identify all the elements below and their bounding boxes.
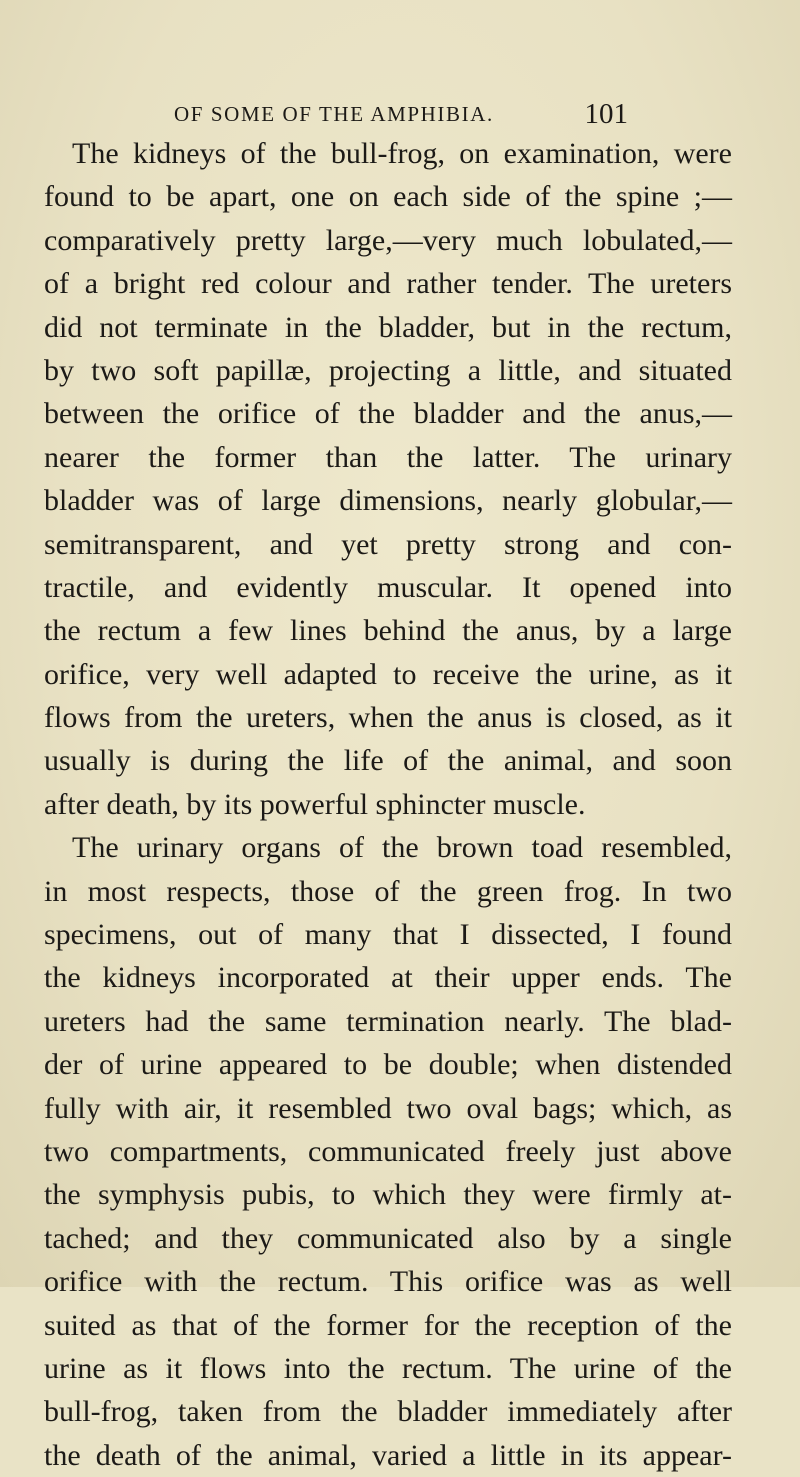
body-text <box>44 132 732 1477</box>
text-line: two compartments, communicated freely just above <box>44 1134 732 1168</box>
text-line: the kidneys incorporated at their upper ends. The <box>44 961 732 995</box>
text-line: the death of the animal, varied a little in its appear- <box>44 1438 732 1472</box>
running-title: OF SOME OF THE AMPHIBIA. <box>174 102 494 126</box>
text-line: found to be apart, one on each side of the spine ;— <box>44 180 732 214</box>
text-line: The urinary organs of the brown toad resembled, <box>72 831 732 865</box>
text-line: orifice with the rectum. This orifice was as well <box>44 1265 732 1299</box>
running-head <box>170 100 630 134</box>
text-line: flows from the ureters, when the anus is closed, as it <box>44 701 732 735</box>
text-line: fully with air, it resembled two oval bags; which, as <box>44 1091 732 1125</box>
text-line: semitransparent, and yet pretty strong and con- <box>44 527 732 561</box>
text-line: bull-frog, taken from the bladder immediately after <box>44 1395 732 1429</box>
text-line: tached; and they communicated also by a single <box>44 1221 732 1255</box>
text-line: suited as that of the former for the reception of the <box>44 1308 732 1342</box>
text-line: after death, by its powerful sphincter muscle. <box>44 787 586 821</box>
text-line: comparatively pretty large,—very much lobulated,— <box>44 223 732 257</box>
text-line: nearer the former than the latter. The urinary <box>44 440 732 474</box>
text-line: the rectum a few lines behind the anus, by a large <box>44 614 732 648</box>
text-line: der of urine appeared to be double; when distended <box>44 1048 732 1082</box>
text-line: urine as it flows into the rectum. The urine of the <box>44 1351 732 1385</box>
text-line: specimens, out of many that I dissected, I found <box>44 918 732 952</box>
text-line: the symphysis pubis, to which they were firmly at- <box>44 1178 732 1212</box>
text-line: between the orifice of the bladder and the anus,— <box>44 397 732 431</box>
text-line: bladder was of large dimensions, nearly globular,— <box>44 484 732 518</box>
text-line: tractile, and evidently muscular. It opened into <box>44 570 732 604</box>
text-line: usually is during the life of the animal, and soon <box>44 744 732 778</box>
text-line: in most respects, those of the green frog. In two <box>44 874 732 908</box>
text-line: orifice, very well adapted to receive the urine, as it <box>44 657 732 691</box>
text-line: of a bright red colour and rather tender. The ureters <box>44 267 732 301</box>
text-line: did not terminate in the bladder, but in the rectum, <box>44 310 732 344</box>
text-line: by two soft papillæ, projecting a little, and situated <box>44 353 732 387</box>
page-number: 101 <box>584 98 628 130</box>
text-line: ureters had the same termination nearly. The blad- <box>44 1004 732 1038</box>
text-line: The kidneys of the bull-frog, on examination, were <box>72 137 732 170</box>
